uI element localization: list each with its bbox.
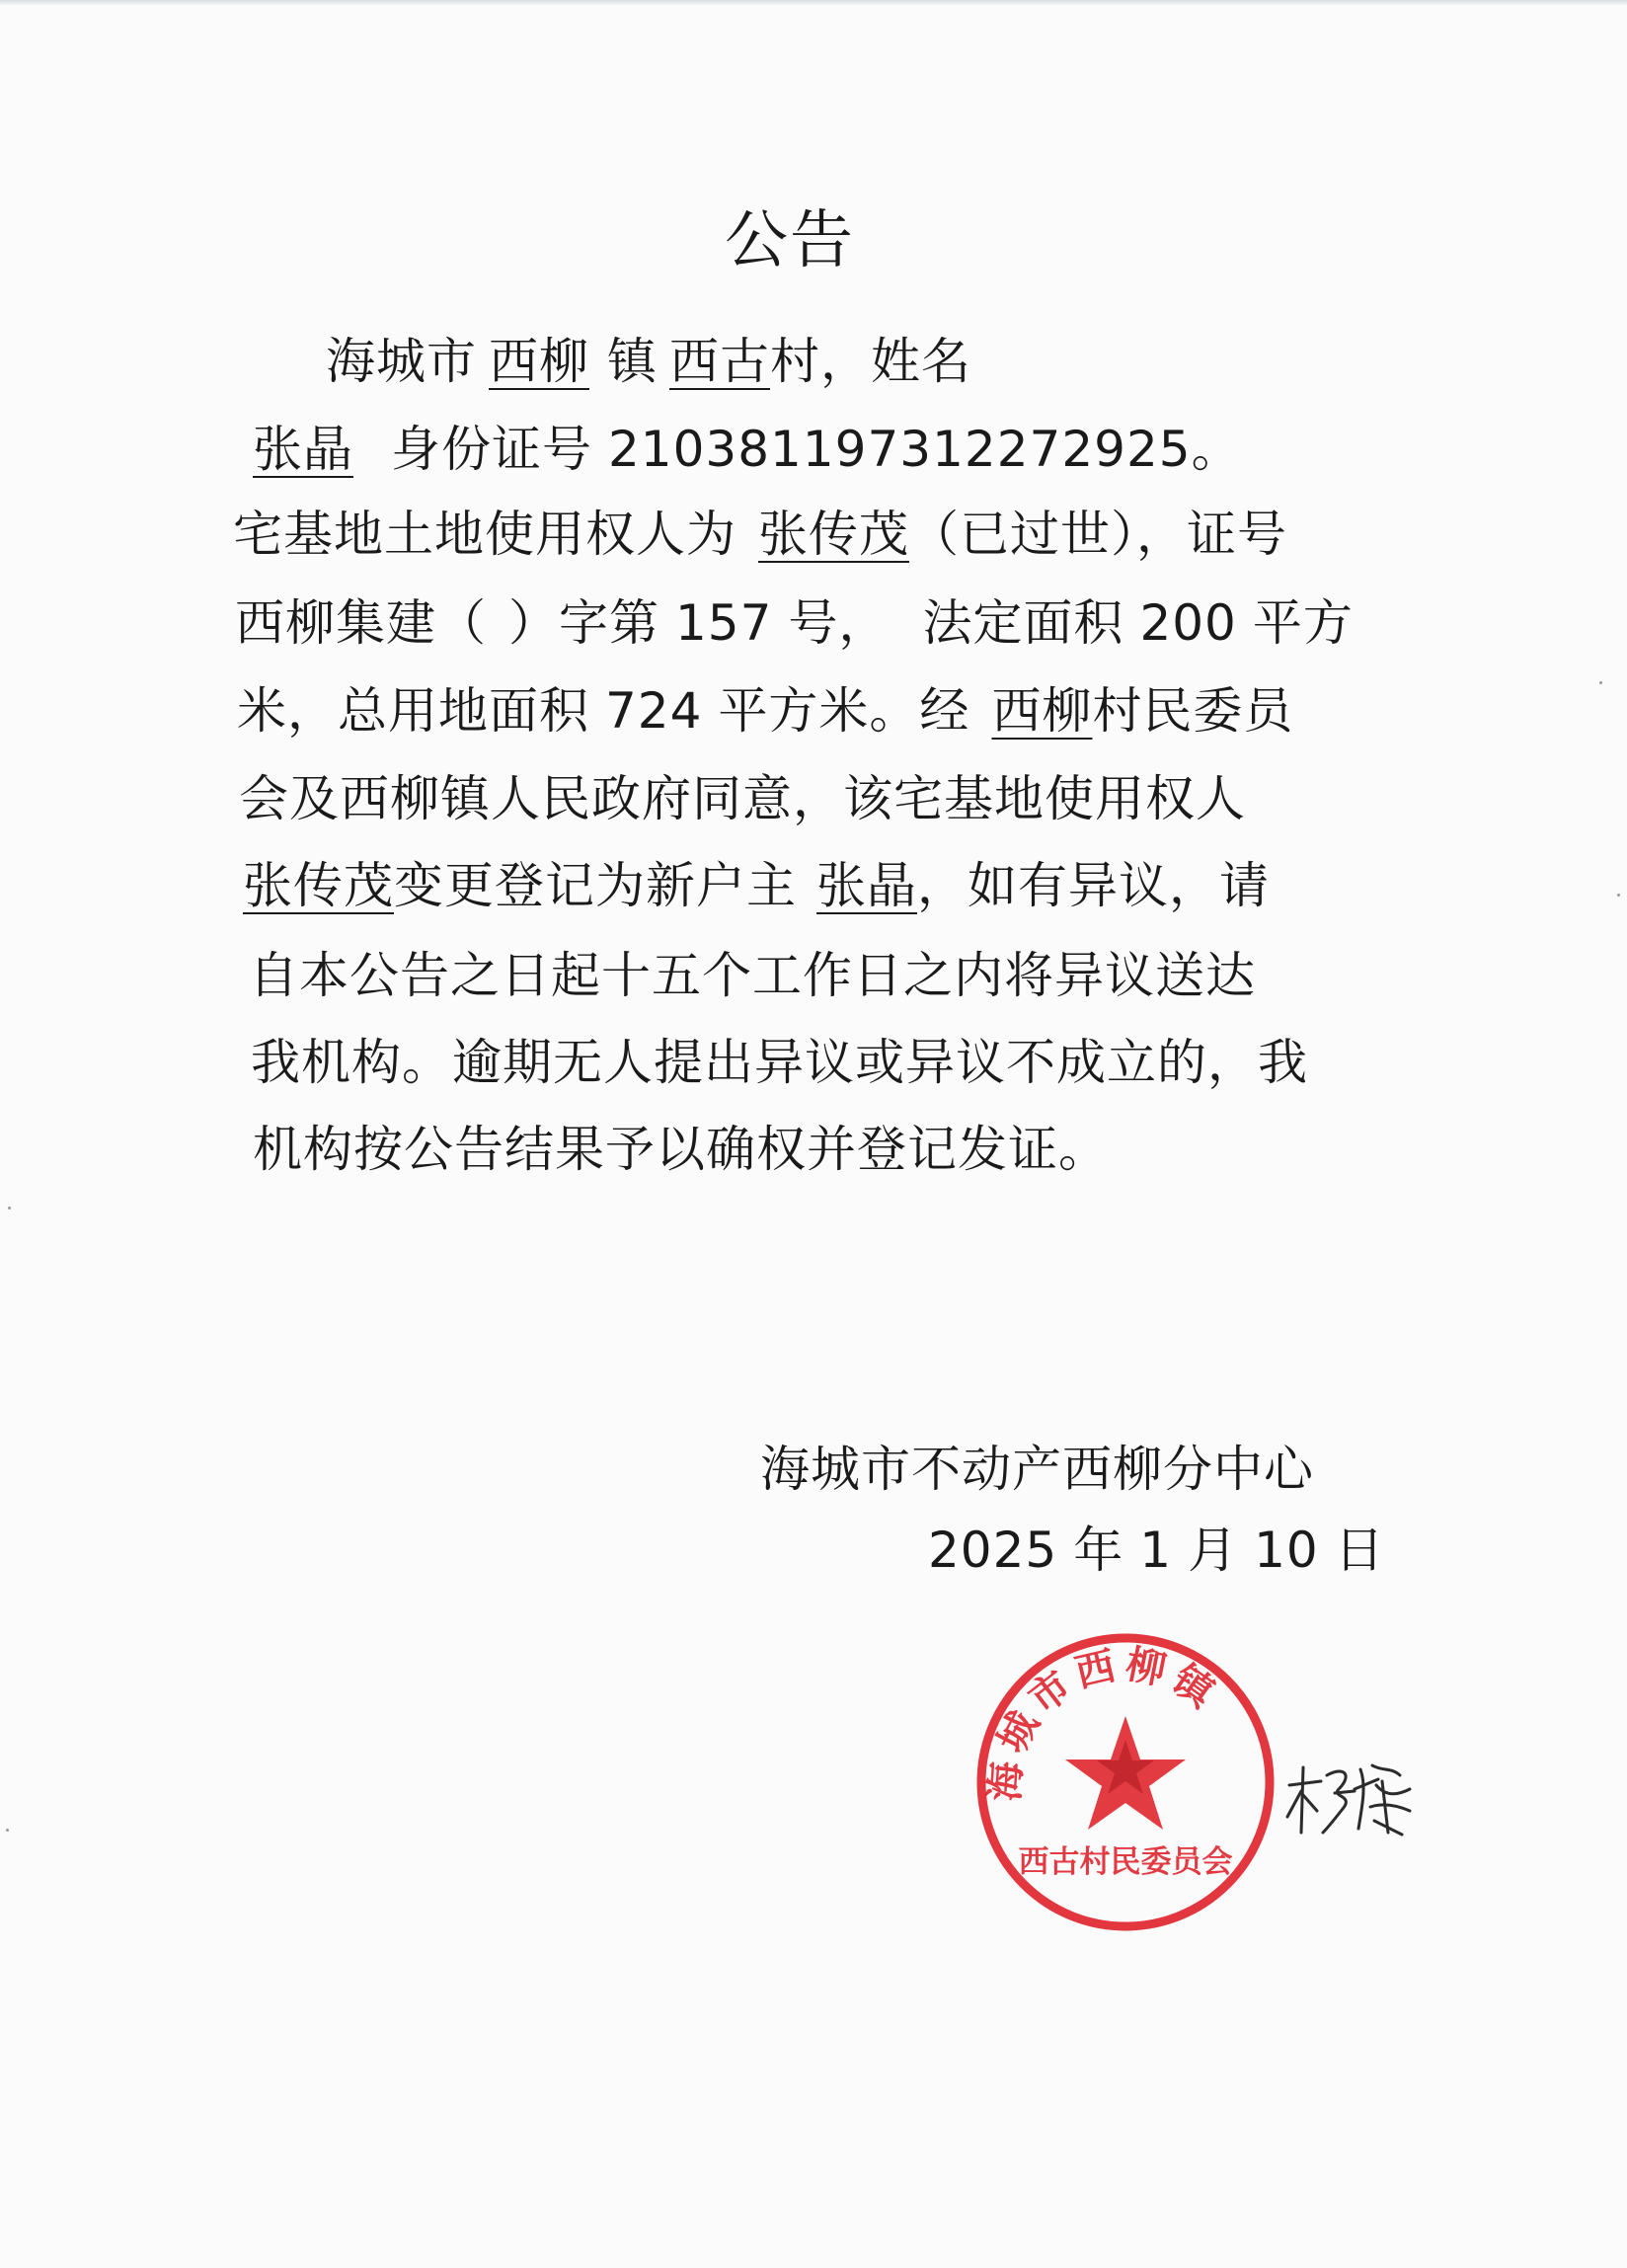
legal-area-unit: 平方 xyxy=(1252,594,1354,652)
issuer-name: 海城市不动产西柳分中心 xyxy=(760,1441,1314,1498)
paragraph-line-5 xyxy=(237,681,1293,741)
scan-speck xyxy=(8,1207,11,1210)
cert-number: 157 xyxy=(675,594,773,652)
city-text: 海城市 xyxy=(326,333,477,390)
scan-speck xyxy=(1617,894,1620,897)
line2-end: 。 xyxy=(1191,421,1242,478)
old-owner-field: 张传茂 xyxy=(243,857,394,914)
date-year-label: 年 xyxy=(1073,1522,1124,1579)
official-seal xyxy=(972,1629,1278,1935)
scan-speck xyxy=(6,1829,9,1832)
committee-field: 西柳 xyxy=(991,682,1093,740)
paragraph-line-4 xyxy=(235,593,1354,653)
town-suffix: 镇 xyxy=(607,333,658,390)
total-area-value: 724 xyxy=(605,682,703,740)
objection-text: ，如有异议，请 xyxy=(917,857,1270,914)
cert-hao: 号， xyxy=(788,594,890,652)
date-month: 1 xyxy=(1139,1522,1173,1579)
village-field: 西古 xyxy=(669,333,770,390)
paragraph-line-8: 自本公告之日起十五个工作日之内将异议送达 xyxy=(249,947,1256,1004)
total-area-unit: 平方米。经 xyxy=(718,682,970,740)
paragraph-line-6: 会及西柳镇人民政府同意，该宅基地使用权人 xyxy=(239,770,1246,827)
owner-field: 张传茂 xyxy=(758,506,909,563)
transfer-text: 变更登记为新户主 xyxy=(394,857,797,914)
date-month-label: 月 xyxy=(1188,1522,1239,1579)
id-number: 210381197312272925 xyxy=(608,421,1192,478)
legal-area-label: 法定面积 xyxy=(922,594,1124,652)
document-title: 公告 xyxy=(725,204,855,277)
cert-middle: ）字第 xyxy=(508,594,659,652)
paragraph-line-3 xyxy=(233,505,1287,564)
date-day: 10 xyxy=(1254,1522,1319,1579)
cert-prefix: 西柳集建（ xyxy=(235,594,487,652)
issue-date xyxy=(928,1521,1385,1580)
applicant-field: 张晶 xyxy=(253,421,353,478)
paragraph-line-1 xyxy=(326,332,971,391)
id-label: 身份证号 xyxy=(391,421,592,478)
new-owner-field: 张晶 xyxy=(816,857,917,914)
handwritten-signature xyxy=(1283,1746,1417,1844)
seal-star-icon xyxy=(1065,1716,1186,1830)
date-year: 2025 xyxy=(928,1522,1058,1579)
owner-label: 宅基地土地使用权人为 xyxy=(233,506,736,563)
scan-speck xyxy=(1599,681,1602,684)
paragraph-line-2 xyxy=(233,420,1242,479)
town-field: 西柳 xyxy=(489,333,589,390)
area-unit-end: 米，总用地面积 xyxy=(237,682,589,740)
scan-edge xyxy=(0,0,1627,6)
paragraph-line-7 xyxy=(243,856,1270,915)
paragraph-line-9: 我机构。逾期无人提出异议或异议不成立的，我 xyxy=(251,1034,1308,1091)
owner-suffix: （已过世），证号 xyxy=(909,506,1287,563)
seal-bottom-text: 西古村民委员会 xyxy=(1018,1844,1233,1880)
village-suffix: 村，姓名 xyxy=(770,333,971,390)
seal-top-text: 海城市西柳镇 xyxy=(981,1640,1228,1803)
legal-area-value: 200 xyxy=(1139,594,1237,652)
committee-suffix: 村民委员 xyxy=(1092,682,1294,740)
paragraph-line-10: 机构按公告结果予以确权并登记发证。 xyxy=(253,1121,1109,1178)
date-day-label: 日 xyxy=(1334,1522,1385,1579)
